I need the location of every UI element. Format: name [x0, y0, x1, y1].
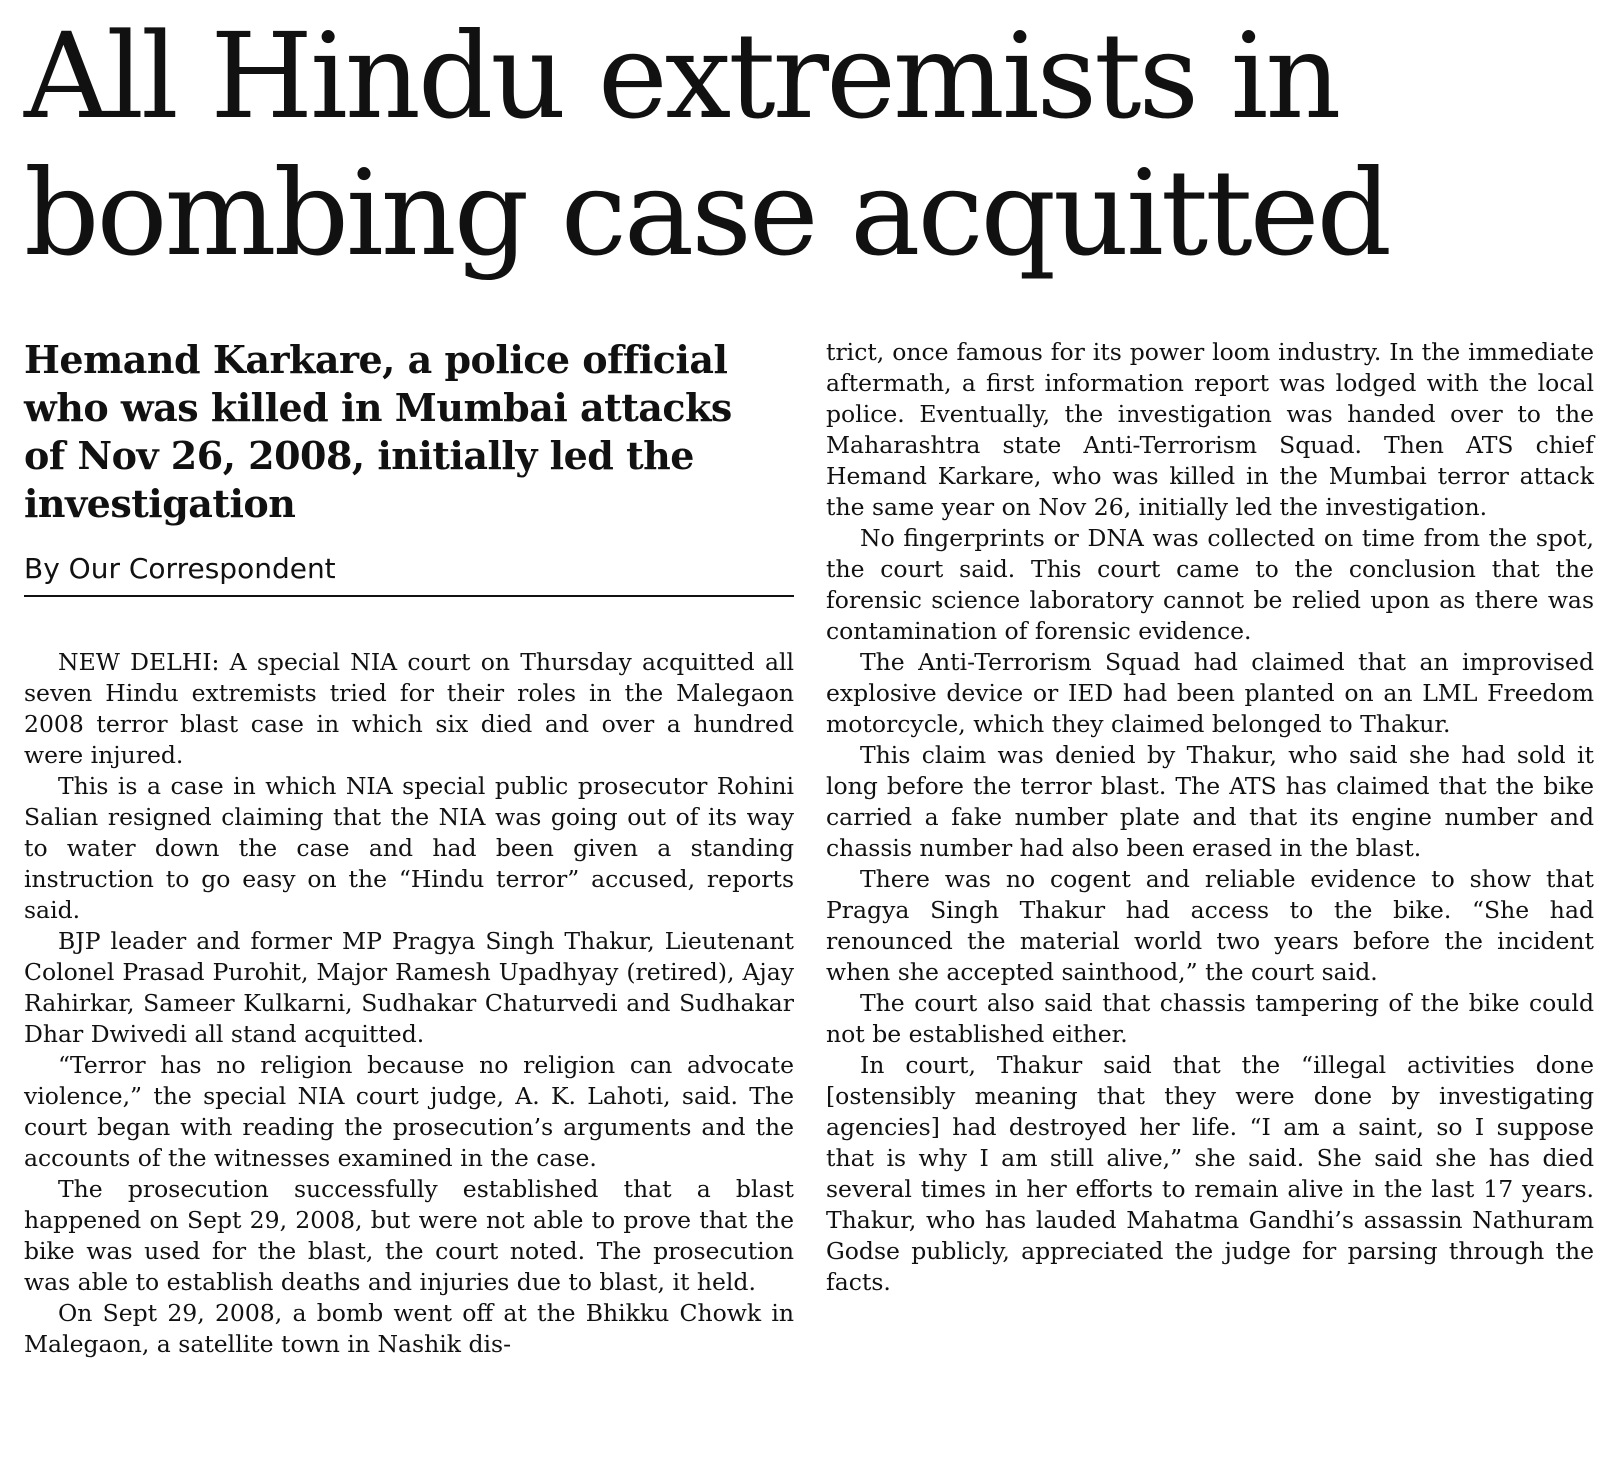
- paragraph: No fingerprints or DNA was collected on time from the spot, the court said. This court came to the conclusion that the forensic science laboratory cannot be relied upon as there was contamination of forensic evidence.: [826, 524, 1594, 645]
- paragraph: The Anti-Terrorism Squad had claimed that an improvised explosive device or IED had been planted on an LML Freedom motorcycle, which they claimed belonged to Thakur.: [826, 648, 1594, 738]
- paragraph: “Terror has no religion because no religion can advocate violence,” the special NIA court judge, A. K. Lahoti, said. The court began with reading the prosecution’s arguments and the accounts of the witnesses examined in the case.: [24, 1051, 794, 1172]
- column-right: [826, 337, 1594, 1298]
- deck-line-3: of Nov 26, 2008, initially led the: [24, 433, 694, 478]
- headline-line-2: bombing case acquitted: [24, 144, 1390, 282]
- headline-line-1: All Hindu extremists in: [24, 7, 1339, 145]
- paragraph: There was no cogent and reliable evidence to show that Pragya Singh Thakur had access to the bike. “She had renounced the material world two years before the incident when she accepted sainthood,” the court said.: [826, 865, 1594, 986]
- paragraph: The court also said that chassis tampering of the bike could not be established either.: [826, 989, 1594, 1048]
- paragraph: The prosecution successfully established that a blast happened on Sept 29, 2008, but were not able to prove that the bike was used for the blast, the court noted. The prosecution was able to establish deaths and injuries due to blast, it held.: [24, 1175, 794, 1296]
- paragraph: On Sept 29, 2008, a bomb went off at the Bhikku Chowk in Malegaon, a satellite town in Nashik dis-: [24, 1299, 794, 1358]
- byline: By Our Correspondent: [24, 552, 336, 585]
- deck-line-4: investigation: [24, 481, 296, 526]
- paragraph: BJP leader and former MP Pragya Singh Thakur, Lieutenant Colonel Prasad Purohit, Major Ramesh Upadhyay (retired), Ajay Rahirkar, Sameer Kulkarni, Sudhakar Chaturvedi and Sudhakar Dhar Dwivedi all stand acquitted.: [24, 927, 794, 1048]
- paragraph: trict, once famous for its power loom industry. In the immediate aftermath, a first information report was lodged with the local police. Eventually, the investigation was handed over to the Maharashtra state Anti-Terrorism Squad. Then ATS chief Hemand Karkare, who was killed in the Mumbai terror attack the same year on Nov 26, initially led the investigation.: [826, 338, 1594, 521]
- paragraph: This is a case in which NIA special public prosecutor Rohini Salian resigned claiming that the NIA was going out of its way to water down the case and had been given a standing instruction to go easy on the “Hindu terror” accused, reports said.: [24, 772, 794, 924]
- byline-rule: [24, 595, 794, 597]
- column-left: [24, 647, 794, 1360]
- deck-line-2: who was killed in Mumbai attacks: [24, 385, 732, 430]
- deck-line-1: Hemand Karkare, a police official: [24, 337, 728, 382]
- headline: [24, 8, 1584, 282]
- paragraph: This claim was denied by Thakur, who said she had sold it long before the terror blast. The ATS has claimed that the bike carried a fake number plate and that its engine number and chassis number had also been erased in the blast.: [826, 741, 1594, 862]
- paragraph: In court, Thakur said that the “illegal activities done [ostensibly meaning that they were done by investigating agencies] had destroyed her life. “I am a saint, so I suppose that is why I am still alive,” she said. She said she has died several times in her efforts to remain alive in the last 17 years. Thakur, who has lauded Mahatma Gandhi’s assassin Nathuram Godse publicly, appreciated the judge for parsing through the facts.: [826, 1051, 1594, 1296]
- paragraph: NEW DELHI: A special NIA court on Thursday acquitted all seven Hindu extremists tried for their roles in the Malegaon 2008 terror blast case in which six died and over a hundred were injured.: [24, 648, 794, 769]
- deck: [24, 336, 784, 528]
